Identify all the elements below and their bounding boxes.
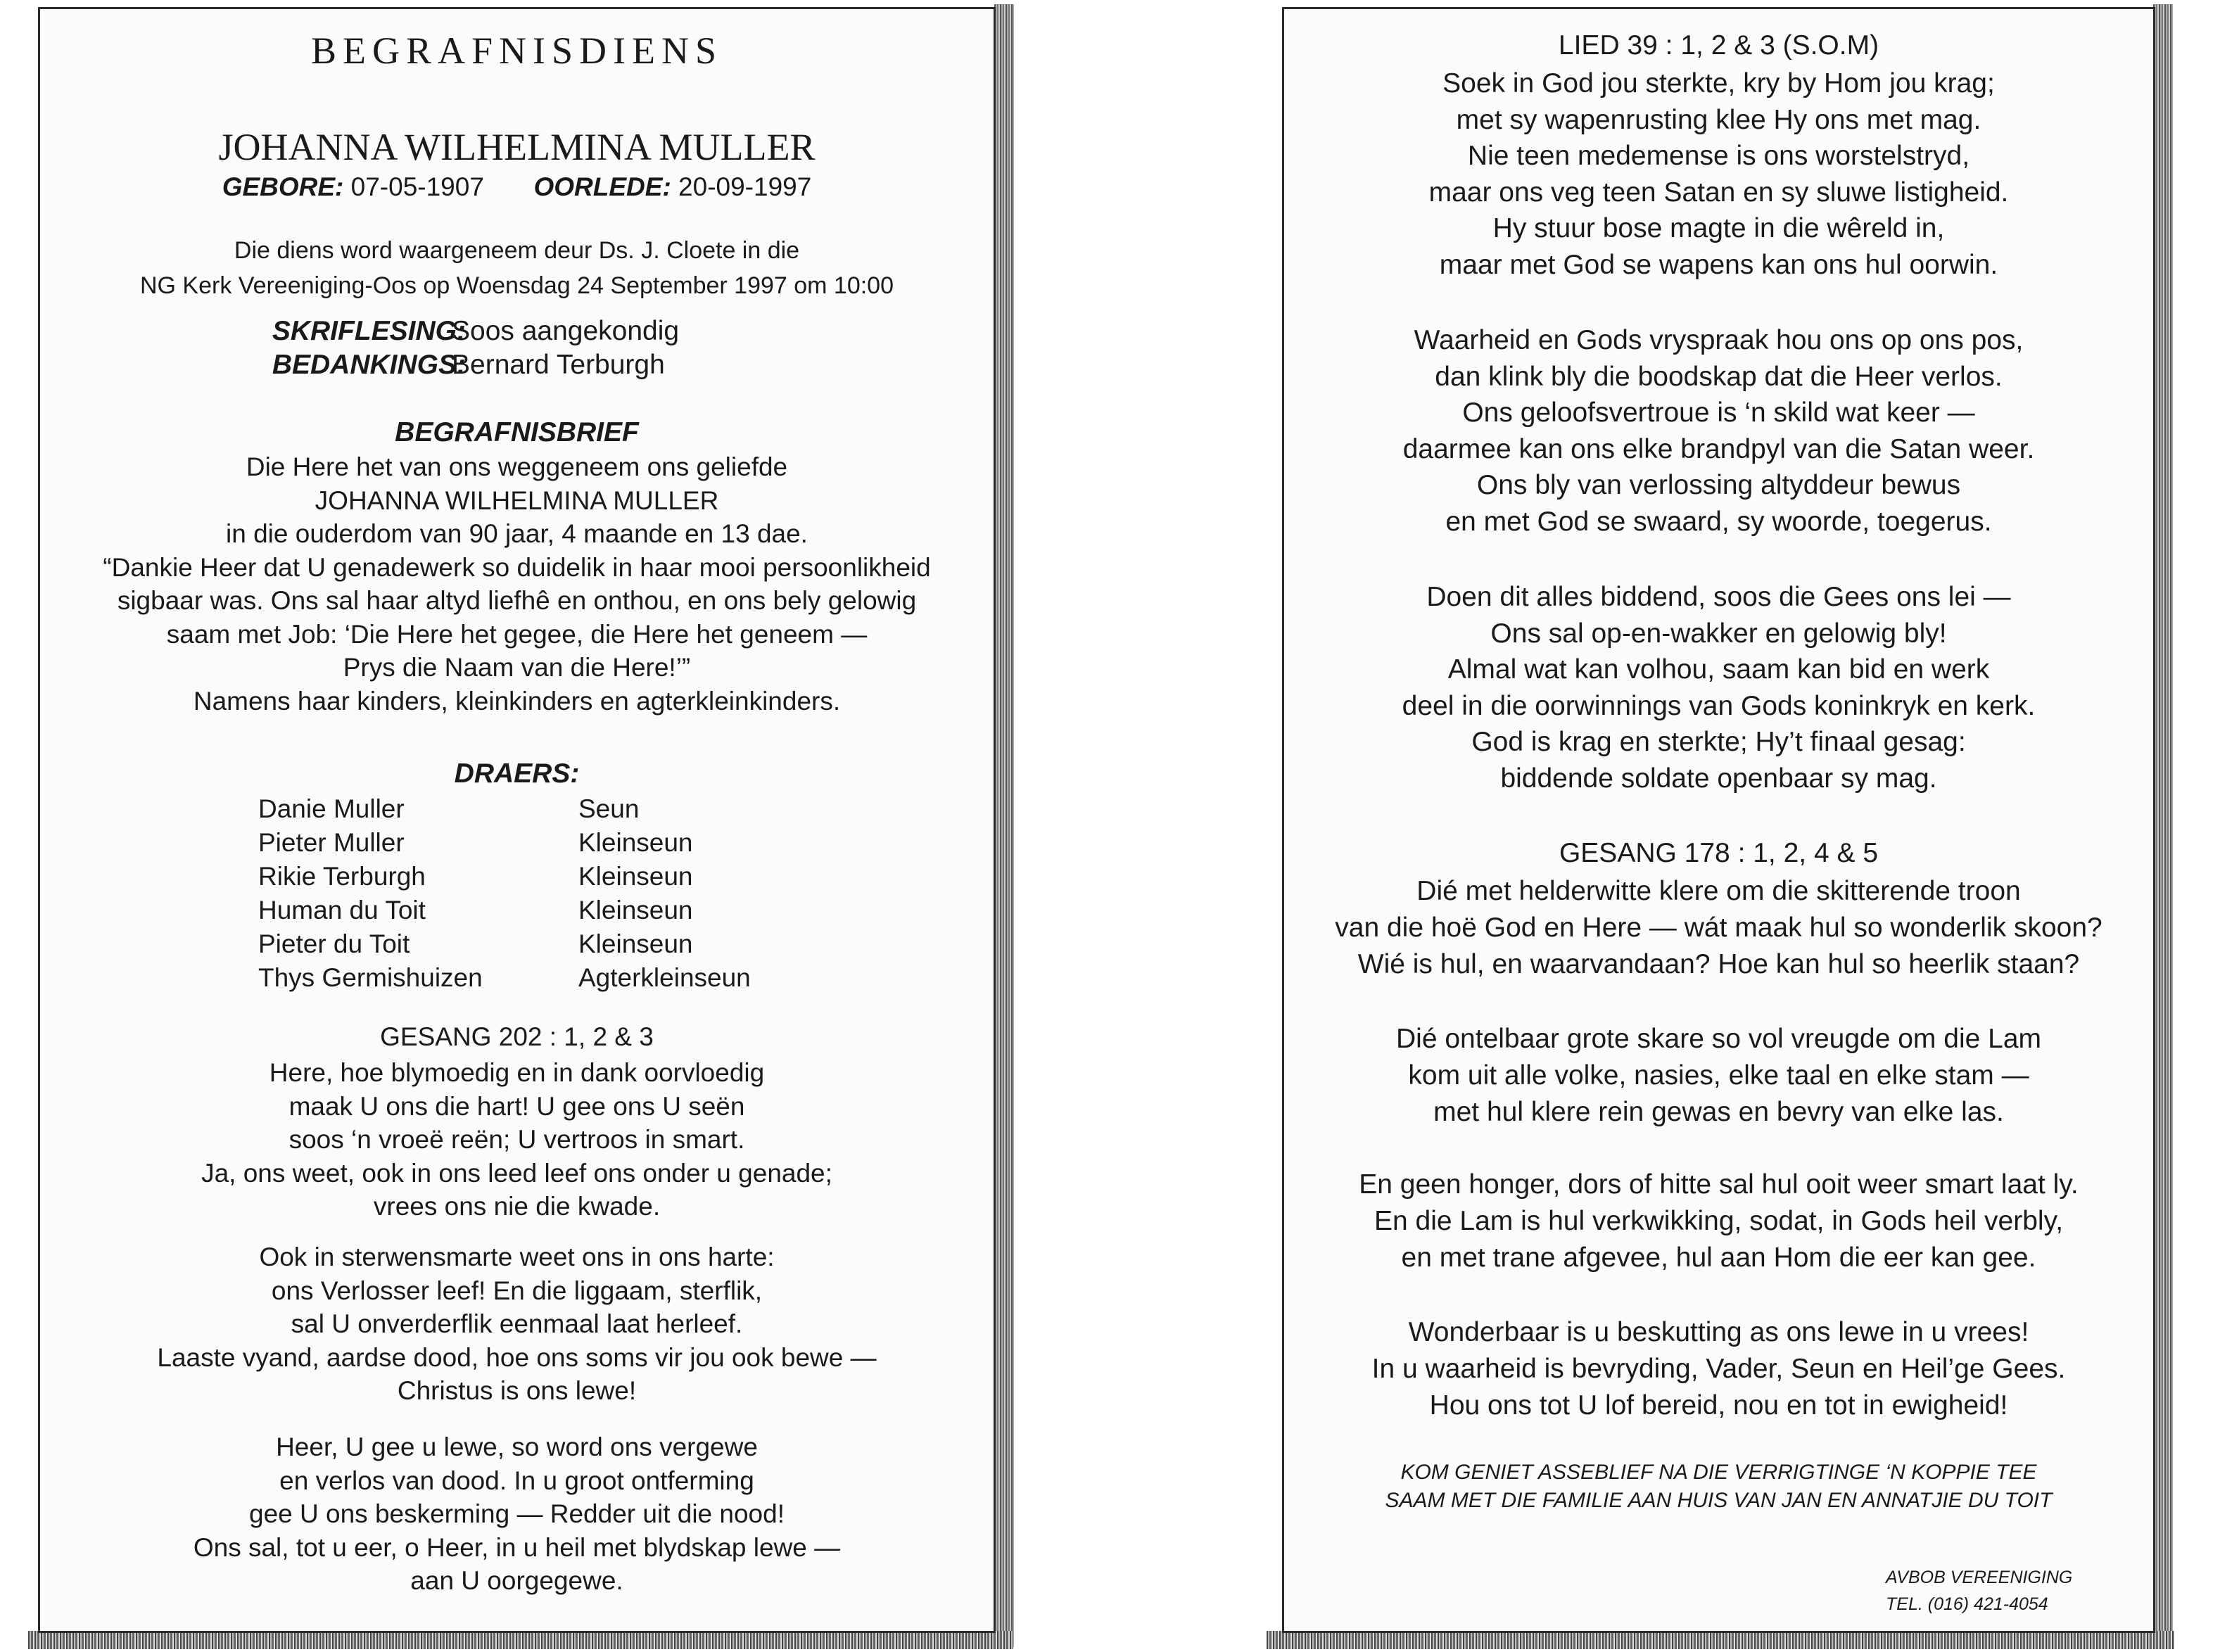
hymn-202-title: GESANG 202 : 1, 2 & 3 bbox=[380, 1022, 654, 1051]
bearer-relation: Kleinseun bbox=[578, 862, 693, 891]
bearer-relation: Kleinseun bbox=[578, 896, 693, 925]
song-39-verse-3 bbox=[1284, 579, 2153, 796]
hymn-line: Heer, U gee u lewe, so word ons vergewe bbox=[276, 1432, 758, 1461]
bearer-name: Pieter du Toit bbox=[258, 929, 410, 958]
deceased-name: JOHANNA WILHELMINA MULLER bbox=[218, 126, 816, 168]
service-line: Die diens word waargeneem deur Ds. J. Cloete in die bbox=[234, 237, 800, 264]
song-line: Hy stuur bose magte in die wêreld in, bbox=[1492, 213, 1945, 243]
service-line: NG Kerk Vereeniging-Oos op Woensdag 24 September 1997 om 10:00 bbox=[139, 272, 894, 299]
bearer-relation: Agterkleinseun bbox=[578, 963, 751, 992]
right-card-shadow-right bbox=[2153, 4, 2173, 1647]
life-dates bbox=[40, 172, 994, 202]
born-date: 07-05-1907 bbox=[350, 172, 484, 201]
hymn-line: soos ‘n vroeë reën; U vertroos in smart. bbox=[288, 1125, 745, 1154]
song-line: maar met God se wapens kan ons hul oorwin. bbox=[1439, 249, 1998, 280]
bearer-name: Human du Toit bbox=[258, 896, 426, 925]
letter-line: JOHANNA WILHELMINA MULLER bbox=[315, 485, 719, 515]
reading-label: SKRIFLESING: bbox=[272, 316, 466, 346]
hymn-line: Wié is hul, en waarvandaan? Hoe kan hul so heerlik staan? bbox=[1357, 949, 2080, 979]
hymn-line: En geen honger, dors of hitte sal hul ooit weer smart laat ly. bbox=[1359, 1169, 2079, 1200]
hymn-line: maak U ons die hart! U gee ons U seën bbox=[288, 1091, 745, 1121]
song-line: Ons geloofsvertroue is ‘n skild wat keer — bbox=[1462, 398, 1975, 428]
bearers-title: DRAERS: bbox=[454, 758, 580, 789]
song-line: Doen dit alles biddend, soos die Gees ons lei — bbox=[1426, 582, 2011, 612]
bearer-row bbox=[258, 894, 751, 927]
undertaker-name: AVBOB VEREENIGING bbox=[1886, 1568, 2073, 1587]
hymn-178-verse-2 bbox=[1284, 1021, 2153, 1131]
left-card-shadow-bottom bbox=[28, 1631, 1013, 1649]
hymn-line: Laaste vyand, aardse dood, hoe ons soms vir jou ook bewe — bbox=[157, 1342, 877, 1372]
letter-line: saam met Job: ‘Die Here het gegee, die Here het geneem — bbox=[166, 619, 868, 649]
undertaker-phone: TEL. (016) 421-4054 bbox=[1886, 1594, 2048, 1614]
hymn-line: Ja, ons weet, ook in ons leed leef ons onder u genade; bbox=[201, 1158, 832, 1188]
hymn-line: In u waarheid is bevryding, Vader, Seun en Heil’ge Gees. bbox=[1371, 1354, 2066, 1384]
letter-line: sigbaar was. Ons sal haar altyd liefhê en onthou, en ons bely gelowig bbox=[117, 586, 917, 615]
letter-body bbox=[40, 450, 994, 718]
song-line: Nie teen medemense is ons worstelstryd, bbox=[1467, 141, 1970, 171]
song-line: maar ons veg teen Satan en sy sluwe listigheid. bbox=[1428, 177, 2009, 208]
hymn-line: kom uit alle volke, nasies, elke taal en elke stam — bbox=[1408, 1060, 2029, 1091]
letter-line: Die Here het van ons weggeneem ons geliefde bbox=[246, 452, 788, 481]
hymn-line: aan U oorgegewe. bbox=[410, 1566, 623, 1595]
hymn-line: En die Lam is hul verkwikking, sodat, in Gods heil verbly, bbox=[1374, 1206, 2064, 1236]
bearer-relation: Kleinseun bbox=[578, 828, 693, 857]
song-line: en met God se swaard, sy woorde, toegerus. bbox=[1445, 506, 1992, 537]
song-39-verse-1 bbox=[1284, 65, 2153, 283]
left-card-shadow-right bbox=[994, 4, 1014, 1647]
hymn-178-verse-3 bbox=[1284, 1167, 2153, 1276]
bearer-row bbox=[258, 927, 751, 961]
service-details bbox=[40, 233, 994, 303]
bearer-name: Pieter Muller bbox=[258, 828, 405, 857]
hymn-line: sal U onverderflik eenmaal laat herleef. bbox=[291, 1309, 743, 1338]
bearer-row bbox=[258, 792, 751, 826]
song-line: Ons bly van verlossing altyddeur bewus bbox=[1476, 470, 1961, 500]
hymn-178-verse-4 bbox=[1284, 1314, 2153, 1424]
letter-line: “Dankie Heer dat U genadewerk so duidelik in haar mooi persoonlikheid bbox=[103, 552, 931, 582]
song-line: biddende soldate openbaar sy mag. bbox=[1500, 763, 1937, 794]
song-line: deel in die oorwinnings van Gods koninkryk en kerk. bbox=[1402, 690, 2036, 721]
undertaker-info bbox=[1886, 1564, 2072, 1618]
letter-line: in die ouderdom van 90 jaar, 4 maande en 13 dae. bbox=[226, 519, 808, 548]
bearer-row bbox=[258, 826, 751, 860]
bearer-name: Thys Germishuizen bbox=[258, 963, 483, 992]
hymn-line: Wonderbaar is u beskutting as ons lewe in u vrees! bbox=[1408, 1317, 2029, 1347]
hymn-line: Ook in sterwensmarte weet ons in ons harte: bbox=[259, 1243, 775, 1271]
bearer-name: Danie Muller bbox=[258, 794, 405, 823]
page-heading: BEGRAFNISDIENS bbox=[310, 30, 723, 72]
hymn-line: Dié met helderwitte klere om die skitterende troon bbox=[1416, 876, 2021, 906]
song-line: Ons sal op-en-wakker en gelowig bly! bbox=[1490, 618, 1947, 649]
died-date: 20-09-1997 bbox=[678, 172, 812, 201]
bearer-name: Rikie Terburgh bbox=[258, 862, 426, 891]
song-39-title: LIED 39 : 1, 2 & 3 (S.O.M) bbox=[1558, 30, 1879, 61]
thanks-label: BEDANKINGS: bbox=[272, 350, 466, 380]
born-label: GEBORE: bbox=[222, 172, 344, 201]
reading-value: Soos aangekondig bbox=[452, 316, 680, 346]
thanks-value: Bernard Terburgh bbox=[452, 350, 665, 380]
right-card-shadow-bottom bbox=[1267, 1631, 2174, 1649]
letter-line: Namens haar kinders, kleinkinders en agterkleinkinders. bbox=[193, 686, 841, 716]
bearer-row bbox=[258, 961, 751, 995]
song-line: daarmee kan ons elke brandpyl van die Satan weer. bbox=[1402, 433, 2035, 464]
invitation-line: SAAM MET DIE FAMILIE AAN HUIS VAN JAN EN ANNATJIE DU TOIT bbox=[1385, 1489, 2053, 1512]
hymn-line: Dié ontelbaar grote skare so vol vreugde om die Lam bbox=[1396, 1024, 2041, 1054]
hymn-202-verse-1 bbox=[40, 1056, 994, 1224]
died-label: OORLEDE: bbox=[533, 172, 671, 201]
hymn-line: vrees ons nie die kwade. bbox=[373, 1192, 661, 1221]
bearer-relation: Seun bbox=[578, 794, 640, 823]
hymn-line: Here, hoe blymoedig en in dank oorvloedig bbox=[269, 1058, 765, 1087]
hymn-line: van die hoë God en Here — wát maak hul so wonderlik skoon? bbox=[1335, 913, 2102, 943]
hymn-line: Christus is ons lewe! bbox=[397, 1376, 637, 1405]
invitation-line: KOM GENIET ASSEBLIEF NA DIE VERRIGTINGE ‘N KOPPIE TEE bbox=[1400, 1461, 2037, 1484]
song-line: Waarheid en Gods vryspraak hou ons op ons pos, bbox=[1414, 325, 2024, 355]
tea-invitation bbox=[1284, 1459, 2153, 1515]
hymn-line: met hul klere rein gewas en bevry van elke las. bbox=[1433, 1097, 2004, 1127]
hymn-line: Hou ons tot U lof bereid, nou en tot in ewigheid! bbox=[1429, 1390, 2008, 1421]
letter-title: BEGRAFNISBRIEF bbox=[395, 417, 639, 447]
hymn-202-verse-2 bbox=[40, 1240, 994, 1408]
bearers-list bbox=[258, 792, 751, 995]
song-line: dan klink bly die boodskap dat die Heer verlos. bbox=[1435, 361, 2003, 392]
song-line: met sy wapenrusting klee Hy ons met mag. bbox=[1456, 104, 1981, 135]
hymn-178-verse-1 bbox=[1284, 873, 2153, 983]
letter-line: Prys die Naam van die Here!’” bbox=[343, 653, 691, 682]
hymn-202-verse-3 bbox=[40, 1430, 994, 1598]
left-page bbox=[38, 7, 996, 1633]
hymn-line: en met trane afgevee, hul aan Hom die eer kan gee. bbox=[1401, 1243, 2036, 1273]
bearer-row bbox=[258, 860, 751, 894]
hymn-178-title: GESANG 178 : 1, 2, 4 & 5 bbox=[1559, 838, 1879, 868]
song-line: Almal wat kan volhou, saam kan bid en werk bbox=[1447, 654, 1990, 685]
hymn-line: gee U ons beskerming — Redder uit die nood! bbox=[249, 1499, 785, 1528]
hymn-line: Ons sal, tot u eer, o Heer, in u heil met blydskap lewe — bbox=[193, 1532, 841, 1562]
bearer-relation: Kleinseun bbox=[578, 929, 693, 958]
right-page bbox=[1282, 7, 2155, 1633]
song-line: God is krag en sterkte; Hy’t finaal gesag: bbox=[1471, 727, 1966, 757]
hymn-line: en verlos van dood. In u groot ontferming bbox=[279, 1466, 754, 1495]
song-line: Soek in God jou sterkte, kry by Hom jou krag; bbox=[1442, 68, 1995, 99]
song-39-verse-2 bbox=[1284, 322, 2153, 540]
hymn-line: ons Verlosser leef! En die liggaam, sterflik, bbox=[271, 1276, 763, 1305]
